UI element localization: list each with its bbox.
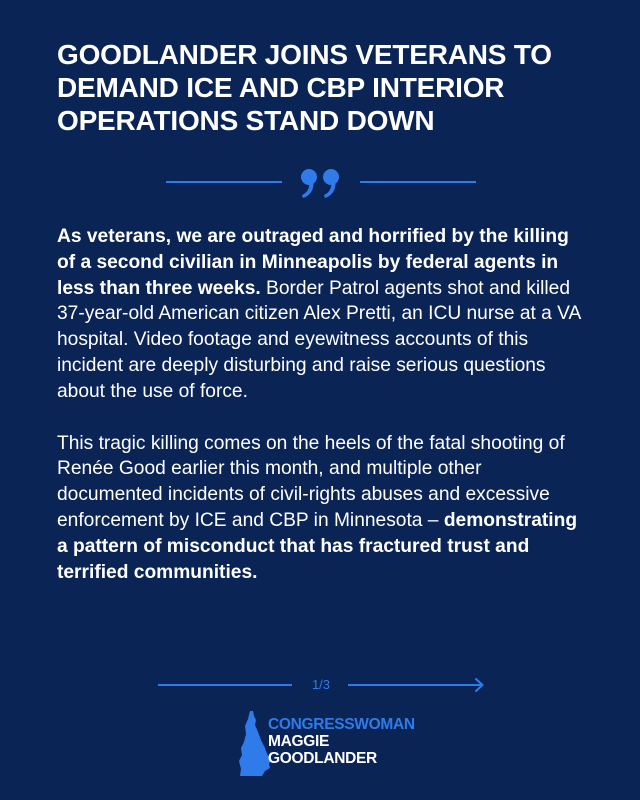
logo-title: CONGRESSWOMAN: [268, 716, 415, 733]
logo: [234, 710, 434, 780]
divider-line-left: [166, 181, 282, 183]
logo-last-name: GOODLANDER: [268, 750, 377, 767]
pager: [158, 674, 484, 696]
arrow-right-icon[interactable]: [462, 678, 484, 692]
paragraph-1-bold: As veterans, we are outraged and horrified by the killing of a second civilian in Minneapolis by federal agents in less than three weeks.: [57, 226, 569, 299]
body-text: [57, 224, 592, 611]
logo-text: [268, 716, 415, 767]
quote-divider: [166, 165, 476, 199]
logo-first-name: MAGGIE: [268, 733, 330, 750]
pager-line-left: [158, 684, 292, 686]
paragraph-2: [57, 431, 592, 586]
paragraph-2-bold: demonstrating a pattern of misconduct that has fractured trust and terrified communities.: [57, 509, 578, 583]
divider-line-right: [360, 181, 476, 183]
paragraph-2-regular: This tragic killing comes on the heels of the fatal shooting of Renée Good earlier this month, and multiple other documented incidents of civil-rights abuses and excessive enforcement by ICE and CBP in Minnesota –: [57, 432, 565, 531]
pager-line-right: [348, 684, 474, 686]
headline: GOODLANDER JOINS VETERANS TO DEMAND ICE AND CBP INTERIOR OPERATIONS STAND DOWN: [57, 39, 552, 136]
page-indicator: 1/3: [311, 677, 331, 692]
paragraph-1-regular: Border Patrol agents shot and killed 37-year-old American citizen Alex Pretti, an ICU nurse at a VA hospital. Video footage and eyewitness accounts of this incident are deeply disturbing and raise serious questions about the use of force.: [57, 277, 581, 402]
quote-icon: [300, 165, 342, 199]
paragraph-1: [57, 224, 592, 405]
